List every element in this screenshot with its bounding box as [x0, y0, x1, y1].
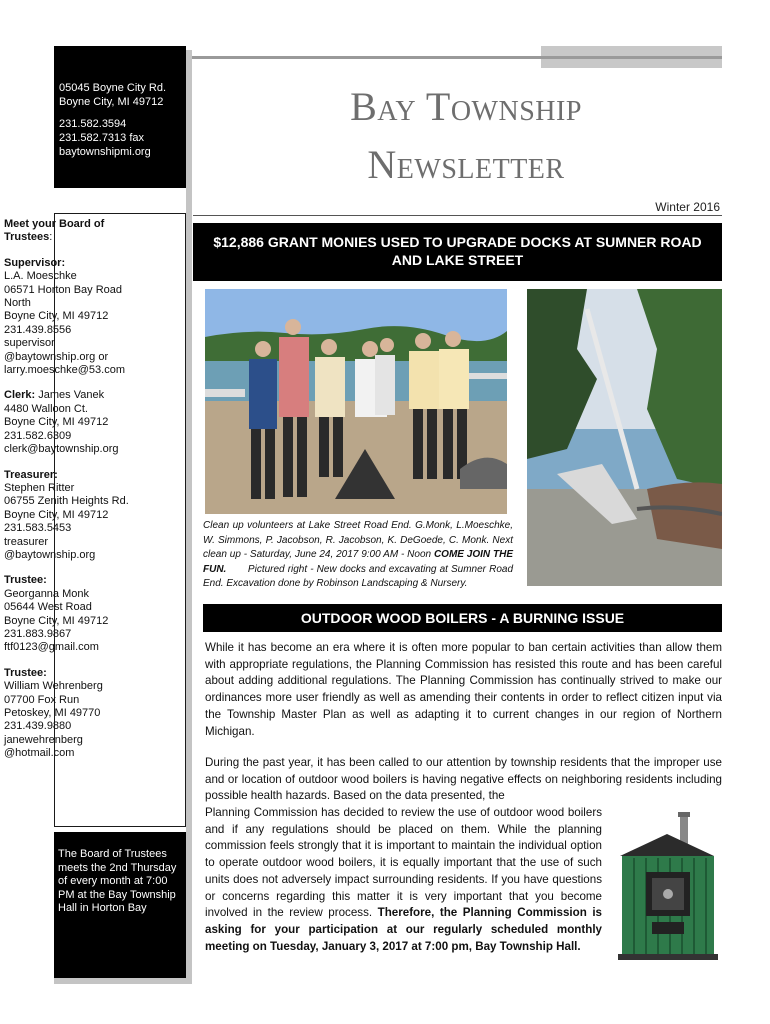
edition-rule [193, 215, 722, 216]
boilers-paragraph-1: While it has become an era where it is often more popular to ban certain activities than allow them with appropriate regulations, the Planning Commission has resisted this route and has been careful about adding additional regulations. The Planning Commission has continually strived to make our ordinances more user friendly as well as amending their contents in order to reflect citizen input via the Township Master Plan as well as adapting it to current changes in our region of Northern Michigan. [205, 641, 722, 738]
headline-grant: $12,886 GRANT MONIES USED TO UPGRADE DOCKS AT SUMNER ROAD AND LAKE STREET [193, 223, 722, 281]
docks-photo [527, 289, 722, 586]
trustee-wehrenberg-email[interactable]: janewehrenberg @hotmail.com [4, 733, 83, 760]
sidebar-shadow-bottom [54, 978, 192, 984]
member-trustee-monk: Trustee: Georganna Monk 05644 West Road Boyne City, MI 49712 231.883.9867 ftf0123@gmail.com [4, 574, 132, 654]
website-link[interactable]: baytownshipmi.org [59, 146, 151, 158]
clerk-email[interactable]: clerk@baytownship.org [4, 443, 119, 456]
member-trustee-wehrenberg: Trustee: William Wehrenberg 07700 Fox Run Petoskey, MI 49770 231.439.9880 janewehrenberg @hotmail.com [4, 667, 132, 761]
newsletter-title: Bay Township Newsletter [350, 84, 582, 187]
edition-label: Winter 2016 [655, 200, 720, 214]
address-line-2: Boyne City, MI 49712 [59, 96, 164, 108]
fax: 231.582.7313 fax [59, 132, 145, 144]
trustee-monk-email[interactable]: ftf0123@gmail.com [4, 641, 99, 654]
volunteers-photo [205, 289, 507, 514]
sidebar-shadow [186, 50, 192, 984]
supervisor-email[interactable]: supervisor @baytownship.org or larry.moeschke@53.com [4, 337, 125, 377]
phone: 231.582.3594 [59, 118, 127, 130]
photo-caption: Clean up volunteers at Lake Street Road End. G.Monk, L.Moeschke, W. Simmons, P. Jacobson, R. Jacobson, K. DeGoede, C. Monk. Next clean up - Saturday, June 24, 2017 9:00 AM - Noon COME JOIN THE FUN. Pictured right - New docks and excavating at Sumner Road End. Excavation done by Robinson Landscaping & Nursery. [203, 520, 513, 590]
boilers-paragraph-2-lead: During the past year, it has been called to our attention by township residents that the improper use and or location of outdoor wood boilers is having negative effects on neighboring residents including possible health hazards. Based on the data presented, the [205, 756, 722, 803]
address-line-1: 05045 Boyne City Rd. [59, 82, 167, 94]
meeting-note: The Board of Trustees meets the 2nd Thursday of every month at 7:00 PM at the Bay Township Hall in Horton Bay [54, 832, 186, 978]
contact-box [54, 46, 186, 188]
header-rule [190, 56, 722, 59]
member-clerk: Clerk: James Vanek 4480 Walloon Ct. Boyne City, MI 49712 231.582.6309 clerk@baytownship.org [4, 389, 132, 456]
member-treasurer: Treasurer: Stephen Ritter 06755 Zenith Heights Rd. Boyne City, MI 49712 231.583.5453 treasurer @baytownship.org [4, 469, 132, 563]
trustees-list [4, 218, 132, 761]
wood-boiler-illustration [612, 812, 722, 962]
trustees-heading: Meet your Board of Trustees: [4, 218, 105, 244]
member-supervisor: Supervisor: L.A. Moeschke 06571 Horton Bay Road North Boyne City, MI 49712 231.439.8556 supervisor @baytownship.org or larry.moeschke@53.com [4, 257, 132, 378]
headline-wood-boilers: OUTDOOR WOOD BOILERS - A BURNING ISSUE [203, 604, 722, 632]
treasurer-email[interactable]: treasurer @baytownship.org [4, 535, 96, 561]
boilers-paragraph-2: Planning Commission has decided to review the use of outdoor wood boilers and if any regulations should be placed on them. While the planning commission feels strongly that it is important to maintain the individual option to operate outdoor wood boilers, it is equally important that the use of such units does not adversely impact surrounding residents. If you have questions or concerns regarding this matter it is very important that you become involved in the review process. Therefore, the Planning Commission is asking for your participation at our regularly scheduled monthly meeting on Tuesday, January 3, 2017 at 7:00 pm, Bay Township Hall. [205, 806, 602, 953]
